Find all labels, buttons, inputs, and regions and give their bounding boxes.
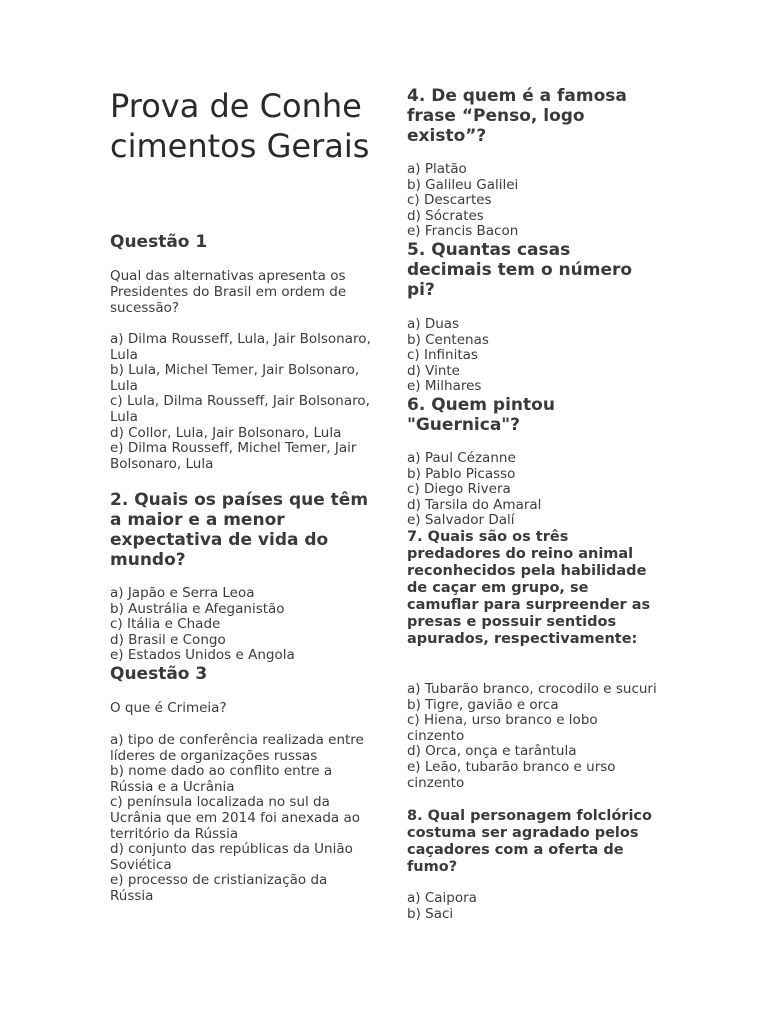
q5-heading: 5. Quantas casas decimais tem o número pi? — [407, 240, 633, 300]
q3-option-e: e) processo de cristianização da Rússia — [110, 872, 328, 904]
q6-options — [407, 451, 657, 529]
q5-option-b: b) Centenas — [407, 331, 489, 348]
q3-option-c: c) península localizada no sul da Ucrânia que em 2014 foi anexada ao território da Rússia — [110, 794, 360, 842]
q1-option-d: d) Collor, Lula, Jair Bolsonaro, Lula — [110, 424, 342, 441]
q4-option-a: a) Platão — [407, 161, 467, 177]
q1-options — [110, 332, 372, 472]
q2-heading: 2. Quais os países que têm a maior e a menor expectativa de vida do mundo? — [110, 490, 369, 570]
q4-option-c: c) Descartes — [407, 192, 492, 209]
q8-option-a: a) Caipora — [407, 890, 477, 906]
q5-option-d: d) Vinte — [407, 362, 460, 379]
q6-option-b: b) Pablo Picasso — [407, 465, 516, 482]
q2-option-e: e) Estados Unidos e Angola — [110, 647, 295, 664]
q8-option-b: b) Saci — [407, 905, 454, 922]
q6-option-d: d) Tarsila do Amaral — [407, 496, 542, 513]
q2-options — [110, 586, 372, 664]
q3-question: O que é Crimeia? — [110, 700, 227, 716]
page-title: Prova de Conhecimentos Gerais — [110, 87, 370, 165]
q3-option-a: a) tipo de conferência realizada entre líderes de organizações russas — [110, 732, 364, 764]
q7-option-d: d) Orca, onça e tarântula — [407, 743, 577, 760]
q3-options — [110, 733, 372, 905]
q8-options — [407, 891, 657, 922]
q4-options — [407, 162, 657, 240]
q1-option-a: a) Dilma Rousseff, Lula, Jair Bolsonaro, Lula — [110, 331, 371, 363]
q7-options — [407, 682, 657, 791]
q8-heading: 8. Qual personagem folclórico costuma ser agradado pelos caçadores com a oferta de fumo? — [407, 808, 652, 875]
q4-option-d: d) Sócrates — [407, 207, 484, 224]
q7-heading: 7. Quais são os três predadores do reino animal reconhecidos pela habilidade de caçar em grupo, se camuflar para surpreender as presas e possuir sentidos apurados, respectivamente: — [407, 529, 651, 647]
q3-option-b: b) nome dado ao conflito entre a Rússia e a Ucrânia — [110, 763, 333, 795]
q6-option-c: c) Diego Rivera — [407, 481, 511, 498]
q1-question: Qual das alternativas apresenta os Presidentes do Brasil em ordem de sucessão? — [110, 268, 347, 316]
q3-heading: Questão 3 — [110, 664, 208, 684]
q7-option-b: b) Tigre, gavião e orca — [407, 696, 559, 713]
q7-option-a: a) Tubarão branco, crocodilo e sucuri — [407, 681, 657, 697]
q4-option-b: b) Galileu Galilei — [407, 176, 519, 193]
q6-heading: 6. Quem pintou "Guernica"? — [407, 395, 555, 435]
q7-option-c: c) Hiena, urso branco e lobo cinzento — [407, 712, 598, 744]
q1-option-e: e) Dilma Rousseff, Michel Temer, Jair Bolsonaro, Lula — [110, 440, 357, 472]
q1-option-c: c) Lula, Dilma Rousseff, Jair Bolsonaro, Lula — [110, 393, 370, 425]
q5-option-a: a) Duas — [407, 316, 460, 332]
q4-heading: 4. De quem é a famosa frase “Penso, logo existo”? — [407, 86, 627, 146]
q2-option-a: a) Japão e Serra Leoa — [110, 585, 255, 601]
q6-option-a: a) Paul Cézanne — [407, 450, 516, 466]
q7-option-e: e) Leão, tubarão branco e urso cinzento — [407, 758, 616, 791]
q2-option-b: b) Austrália e Afeganistão — [110, 600, 285, 617]
q5-option-c: c) Infinitas — [407, 347, 478, 364]
q1-option-b: b) Lula, Michel Temer, Jair Bolsonaro, Lula — [110, 362, 360, 394]
q2-option-c: c) Itália e Chade — [110, 616, 221, 633]
q5-option-e: e) Milhares — [407, 378, 482, 395]
q5-options — [407, 317, 657, 395]
q2-option-d: d) Brasil e Congo — [110, 631, 226, 648]
q6-option-e: e) Salvador Dalí — [407, 512, 515, 529]
q4-option-e: e) Francis Bacon — [407, 223, 519, 240]
q3-option-d: d) conjunto das repúblicas da União Soviética — [110, 841, 353, 873]
q1-heading: Questão 1 — [110, 232, 208, 252]
